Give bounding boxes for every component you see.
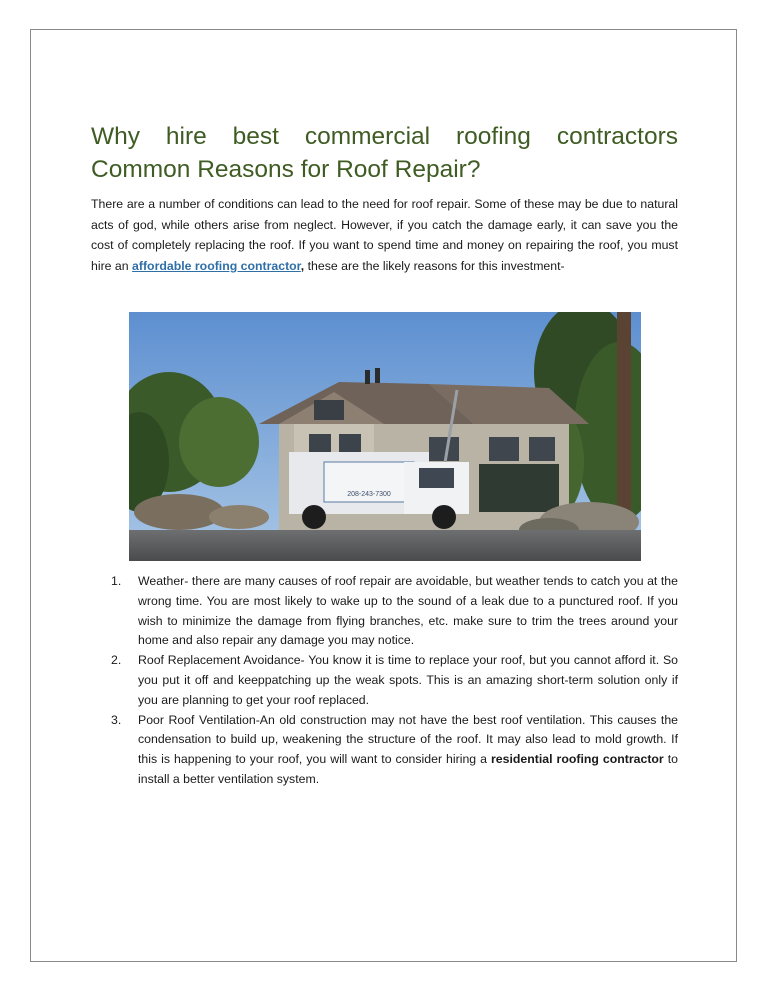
list-item-text: Poor Roof Ventilation-An old construction may not have the best roof ventilation. This causes the condensation to build up, weakening the structure of the roof. It may also lead to mold growth. If this is happening to your roof, you will want to consider hiring a bbox=[138, 712, 678, 767]
house-roofing-photo bbox=[129, 312, 641, 561]
list-item-text: Weather- there are many causes of roof repair are avoidable, but weather tends to catch you at the wrong time. You are most likely to wake up to the sound of a leak due to a punctured roof. If you wish to minimize the damage from flying branches, etc. make sure to trim the trees around your home and also repair any damage you may notice. bbox=[138, 574, 678, 648]
list-item-text-end: to install a better ventilation system. bbox=[138, 752, 678, 786]
intro-text: There are a number of conditions can lead to the need for roof repair. Some of these may be due to natural acts of god, while others arise from neglect. However, if you catch the damage early, it can save you the cost of completely replacing the roof. If you want to spend time and money on repairing the roof, you must hire an bbox=[91, 197, 678, 273]
intro-text-end: these are the likely reasons for this investment- bbox=[304, 258, 565, 273]
title-line-1: Why hire best commercial roofing contractors bbox=[91, 123, 678, 150]
document-body bbox=[91, 120, 678, 786]
affordable-roofing-contractor-link[interactable]: affordable roofing contractor bbox=[132, 258, 301, 273]
list-number: 2. bbox=[111, 653, 122, 668]
intro-comma: , bbox=[300, 258, 305, 273]
list-item bbox=[91, 572, 678, 651]
list-item-text: Roof Replacement Avoidance- You know it is time to replace your roof, but you cannot afford it. So you put it off and keeppatching up the weak spots. This is an amazing short-term solution only if you are planning to get your roof replaced. bbox=[138, 653, 678, 707]
list-item bbox=[91, 711, 678, 790]
title-line-2: Common Reasons for Roof Repair? bbox=[91, 156, 481, 183]
list-item bbox=[91, 651, 678, 710]
list-number: 3. bbox=[111, 712, 122, 727]
reasons-list bbox=[91, 572, 678, 790]
residential-roofing-contractor-bold: residential roofing contractor bbox=[491, 752, 664, 767]
page-title bbox=[91, 120, 678, 186]
intro-paragraph bbox=[91, 194, 678, 276]
truck-sign-text: 208-243-7300 bbox=[347, 491, 391, 498]
list-number: 1. bbox=[111, 574, 122, 588]
